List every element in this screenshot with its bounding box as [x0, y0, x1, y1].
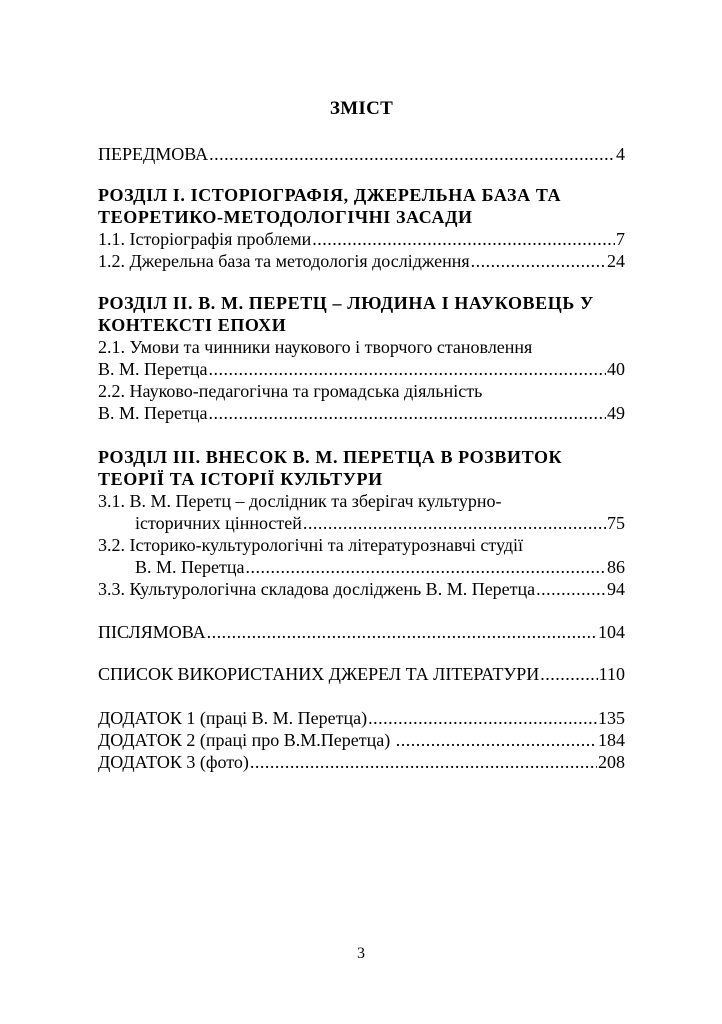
dot-leader	[208, 402, 606, 424]
toc-entry-appendix-2[interactable]	[98, 729, 625, 751]
section-heading-continued[interactable]: ТЕОРІЇ ТА ІСТОРІЇ КУЛЬТУРИ	[98, 469, 383, 489]
toc-entry-label: СПИСОК ВИКОРИСТАНИХ ДЖЕРЕЛ ТА ЛІТЕРАТУРИ	[98, 664, 540, 684]
toc-entry-2-1-line1[interactable]: 2.1. Умови та чинники наукового і творчого становлення	[98, 337, 533, 357]
toc-entry-3-1[interactable]	[98, 512, 625, 534]
toc-entry-2-2[interactable]	[98, 402, 625, 424]
toc-entry-3-2-line1[interactable]: 3.2. Історико-культурологічні та літературознавчі студії	[98, 535, 524, 555]
toc-page-number: 40	[607, 359, 625, 379]
toc-page-number: 49	[607, 403, 625, 423]
dot-leader	[536, 578, 606, 600]
toc-page-number: 7	[616, 229, 625, 249]
toc-page-number: 75	[607, 513, 625, 533]
dot-leader	[245, 556, 606, 578]
page-number: 3	[357, 945, 365, 962]
dot-leader	[471, 250, 606, 272]
toc-entry-label: ПІСЛЯМОВА	[98, 622, 206, 642]
toc-entry-label: ПЕРЕДМОВА	[98, 144, 209, 164]
toc-entry-appendix-1[interactable]	[98, 707, 625, 729]
toc-section-3	[98, 446, 625, 600]
section-heading[interactable]: РОЗДІЛ ІІ. В. М. ПЕРЕТЦ – ЛЮДИНА І НАУКОВЕЦЬ У	[98, 293, 594, 313]
toc-entry-3-1-line1[interactable]: 3.1. В. М. Перетц – дослідник та зберігач культурно-	[98, 491, 502, 511]
toc-entry-label: 1.2. Джерельна база та методологія дослідження	[98, 251, 470, 271]
toc-entry-label: 3.3. Культурологічна складова досліджень В. М. Перетца	[98, 579, 536, 599]
toc-entry-label: В. М. Перетца	[98, 359, 208, 379]
toc-entry-label: 1.1. Історіографія проблеми	[98, 229, 312, 249]
dot-leader	[207, 621, 597, 643]
toc-entry-2-2-line1[interactable]: 2.2. Науково-педагогічна та громадська діяльність	[98, 381, 483, 401]
toc-entry-label: В. М. Перетца	[98, 403, 208, 423]
dot-leader	[303, 512, 606, 534]
toc-page-number: 24	[607, 251, 625, 271]
toc-page-number: 94	[607, 579, 625, 599]
dot-leader	[540, 663, 597, 685]
toc-appendices	[98, 707, 625, 773]
dot-leader	[209, 143, 615, 165]
toc-entry-afterword[interactable]	[98, 621, 625, 643]
page-title: ЗМІСТ	[329, 98, 394, 119]
toc-entry-2-1[interactable]	[98, 358, 625, 380]
toc-page-number: 184	[598, 730, 625, 750]
dot-leader	[368, 707, 597, 729]
toc-page-number: 86	[607, 557, 625, 577]
toc-entry-preface[interactable]	[98, 143, 625, 165]
toc-entry-label: ДОДАТОК 3 (фото)	[98, 752, 249, 772]
section-heading-continued[interactable]: КОНТЕКСТІ ЕПОХИ	[98, 315, 287, 335]
toc-entry-appendix-3[interactable]	[98, 751, 625, 773]
toc-section-2	[98, 292, 625, 424]
toc-entry-1-2[interactable]	[98, 250, 625, 272]
dot-leader	[250, 751, 597, 773]
section-heading[interactable]: РОЗДІЛ ІІІ. ВНЕСОК В. М. ПЕРЕТЦА В РОЗВИТОК	[98, 447, 563, 467]
toc-entry-references[interactable]	[98, 663, 625, 685]
toc-entry-label: ДОДАТОК 1 (праці В. М. Перетца)	[98, 708, 368, 728]
dot-leader	[396, 729, 597, 751]
toc-page-number: 104	[598, 622, 625, 642]
section-heading-continued[interactable]: ТЕОРЕТИКО-МЕТОДОЛОГІЧНІ ЗАСАДИ	[98, 207, 473, 227]
toc-entry-1-1[interactable]	[98, 228, 625, 250]
toc-entry-3-3[interactable]	[98, 578, 625, 600]
toc-page-number: 208	[598, 752, 625, 772]
toc-entry-label: В. М. Перетца	[135, 557, 245, 577]
toc-section-1	[98, 184, 625, 272]
toc-entry-label: історичних цінностей	[135, 513, 302, 533]
toc-page-number: 4	[616, 144, 625, 164]
toc-entry-3-2[interactable]	[98, 556, 625, 578]
toc-entry-label: ДОДАТОК 2 (праці про В.М.Перетца)	[98, 730, 395, 750]
dot-leader	[208, 358, 606, 380]
dot-leader	[312, 228, 615, 250]
toc-page-number: 110	[598, 664, 625, 684]
toc-page-number: 135	[598, 708, 625, 728]
section-heading[interactable]: РОЗДІЛ І. ІСТОРІОГРАФІЯ, ДЖЕРЕЛЬНА БАЗА ТА	[98, 185, 562, 205]
